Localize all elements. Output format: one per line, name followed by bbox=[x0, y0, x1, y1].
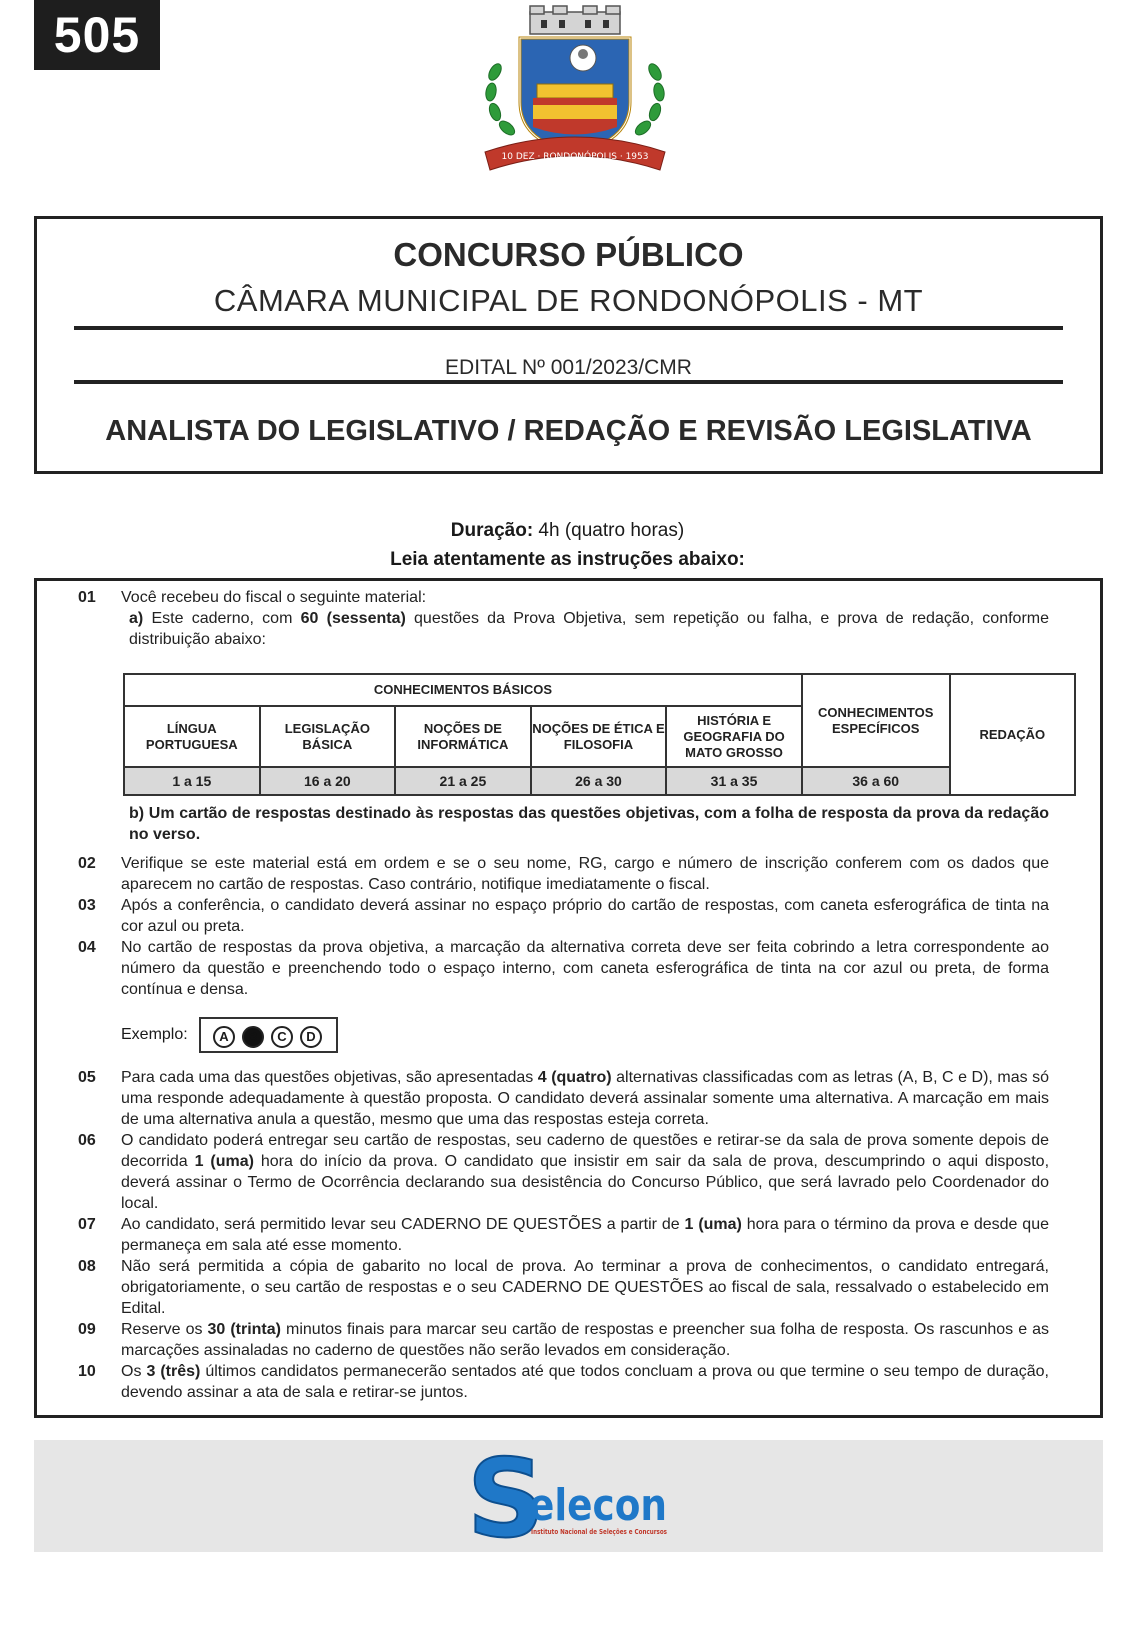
question-range-cell: 31 a 35 bbox=[666, 767, 802, 795]
header-divider bbox=[74, 326, 1063, 330]
instruction-text: Após a conferência, o candidato deverá assinar no espaço próprio do cartão de respostas, com caneta esferográfica de tinta na cor azul ou preta. bbox=[121, 897, 1049, 935]
instructions-box bbox=[34, 578, 1103, 1418]
subject-cell: LÍNGUA PORTUGUESA bbox=[124, 706, 260, 767]
instruction-number: 02 bbox=[78, 855, 96, 872]
example-label: Exemplo: bbox=[121, 1026, 188, 1043]
instruction-number: 03 bbox=[78, 897, 96, 914]
booklet-code-badge: 505 bbox=[34, 0, 160, 70]
instruction-text: Reserve os 30 (trinta) minutos finais para marcar seu cartão de respostas e preencher sua folha de resposta. Os rascunhos e as marcações assinaladas no caderno de questões não serão levados em consideração. bbox=[121, 1321, 1050, 1359]
instruction-text: Não será permitida a cópia de gabarito no local de prova. Ao terminar a prova de conhecimentos, o candidato entregará, obrigatoriamente, o seu cartão de respostas e o seu CADERNO DE QUESTÕES ao fiscal de sala, ressalvado o estabelecido em Edital. bbox=[121, 1258, 1049, 1317]
answer-example bbox=[199, 1017, 338, 1053]
question-range-cell: 26 a 30 bbox=[531, 767, 667, 795]
instruction-number: 01 bbox=[78, 589, 96, 606]
logo-letter: S bbox=[467, 1444, 545, 1550]
duration-value: 4h (quatro horas) bbox=[533, 520, 685, 541]
municipal-coat-of-arms bbox=[475, 2, 675, 182]
instruction-number: 10 bbox=[78, 1363, 96, 1380]
specific-knowledge-header: CONHECIMENTOS ESPECÍFICOS bbox=[802, 674, 950, 767]
instruction-text: O candidato poderá entregar seu cartão de respostas, seu caderno de questões e retirar-se da sala de prova somente depois de decorrida 1 (uma) hora do início da prova. O candidato que insistir em sair da sala de prova, descumprindo o aqui disposto, deverá assinar o Termo de Ocorrência declarando sua desistência do Concurso Público, que será lavrado pelo Coordenador do local. bbox=[121, 1132, 1050, 1212]
crest-motto: 10 DEZ · RONDONÓPOLIS · 1953 bbox=[501, 152, 649, 162]
instruction-text: No cartão de respostas da prova objetiva, a marcação da alternativa correta deve ser feita cobrindo a letra correspondente ao número da questão e preenchendo todo o espaço interno, com caneta esferográfica de tinta na cor azul ou preta, de forma contínua e densa. bbox=[121, 939, 1049, 998]
edital-number: EDITAL Nº 001/2023/CMR bbox=[445, 356, 692, 379]
instruction-number: 05 bbox=[78, 1069, 96, 1086]
subject-cell: LEGISLAÇÃO BÁSICA bbox=[260, 706, 396, 767]
question-distribution-table bbox=[123, 673, 1076, 796]
question-range-cell: 16 a 20 bbox=[260, 767, 396, 795]
instruction-number: 08 bbox=[78, 1258, 96, 1275]
selecon-logo bbox=[459, 1444, 679, 1550]
exam-duration bbox=[0, 520, 1135, 542]
instruction-number: 06 bbox=[78, 1132, 96, 1149]
option-c-bubble: C bbox=[271, 1026, 293, 1048]
exam-header bbox=[34, 216, 1103, 474]
read-instructions-heading: Leia atentamente as instruções abaixo: bbox=[390, 549, 745, 570]
instruction-text: Verifique se este material está em ordem e se o seu nome, RG, cargo e número de inscrição conferem com os dados que aparecem no cartão de respostas. Caso contrário, notifique imediatamente o fiscal. bbox=[121, 855, 1049, 893]
question-range-cell: 1 a 15 bbox=[124, 767, 260, 795]
question-range-cell: 36 a 60 bbox=[802, 767, 950, 795]
subject-cell: NOÇÕES DE INFORMÁTICA bbox=[395, 706, 531, 767]
institution-name: CÂMARA MUNICIPAL DE RONDONÓPOLIS - MT bbox=[213, 283, 924, 318]
logo-wordmark: elecon bbox=[529, 1480, 667, 1531]
instruction-number: 04 bbox=[78, 939, 96, 956]
essay-header: REDAÇÃO bbox=[950, 674, 1075, 795]
instruction-text: Ao candidato, será permitido levar seu CADERNO DE QUESTÕES a partir de 1 (uma) hora para o término da prova e desde que permaneça em sala até esse momento. bbox=[121, 1216, 1050, 1254]
footer-band bbox=[34, 1440, 1103, 1552]
subject-cell: HISTÓRIA E GEOGRAFIA DO MATO GROSSO bbox=[666, 706, 802, 767]
subject-cell: NOÇÕES DE ÉTICA E FILOSOFIA bbox=[531, 706, 667, 767]
instruction-subitem: b) Um cartão de respostas destinado às respostas das questões objetivas, com a folha de resposta da prova da redação no verso. bbox=[129, 805, 1049, 843]
instruction-subitem: a) Este caderno, com 60 (sessenta) questões da Prova Objetiva, sem repetição ou falha, e prova de redação, conforme distribuição abaixo: bbox=[129, 610, 1049, 648]
job-role: ANALISTA DO LEGISLATIVO / REDAÇÃO E REVISÃO LEGISLATIVA bbox=[105, 415, 1032, 447]
instruction-text: Para cada uma das questões objetivas, são apresentadas 4 (quatro) alternativas classificadas com as letras (A, B, C e D), mas só uma responde adequadamente à questão proposta. O candidato deverá assinalar somente uma alternativa. A marcação em mais de uma alternativa anula a questão, mesmo que uma das respostas esteja correta. bbox=[121, 1069, 1050, 1128]
option-b-bubble-filled: B bbox=[242, 1026, 264, 1048]
header-divider bbox=[74, 380, 1063, 384]
question-range-cell: 21 a 25 bbox=[395, 767, 531, 795]
logo-tagline: Instituto Nacional de Seleções e Concursos bbox=[531, 1528, 667, 1536]
basic-knowledge-header: CONHECIMENTOS BÁSICOS bbox=[124, 674, 802, 706]
instruction-number: 07 bbox=[78, 1216, 96, 1233]
option-d-bubble: D bbox=[300, 1026, 322, 1048]
duration-label: Duração: bbox=[450, 520, 534, 541]
option-a-bubble: A bbox=[213, 1026, 235, 1048]
contest-title: CONCURSO PÚBLICO bbox=[393, 236, 744, 273]
instruction-text: Os 3 (três) últimos candidatos permanecerão sentados até que todos concluam a prova ou que termine o seu tempo de duração, devendo assinar a ata de sala e retirar-se juntos. bbox=[121, 1363, 1050, 1401]
instruction-number: 09 bbox=[78, 1321, 96, 1338]
instruction-text: Você recebeu do fiscal o seguinte material: bbox=[121, 589, 427, 606]
